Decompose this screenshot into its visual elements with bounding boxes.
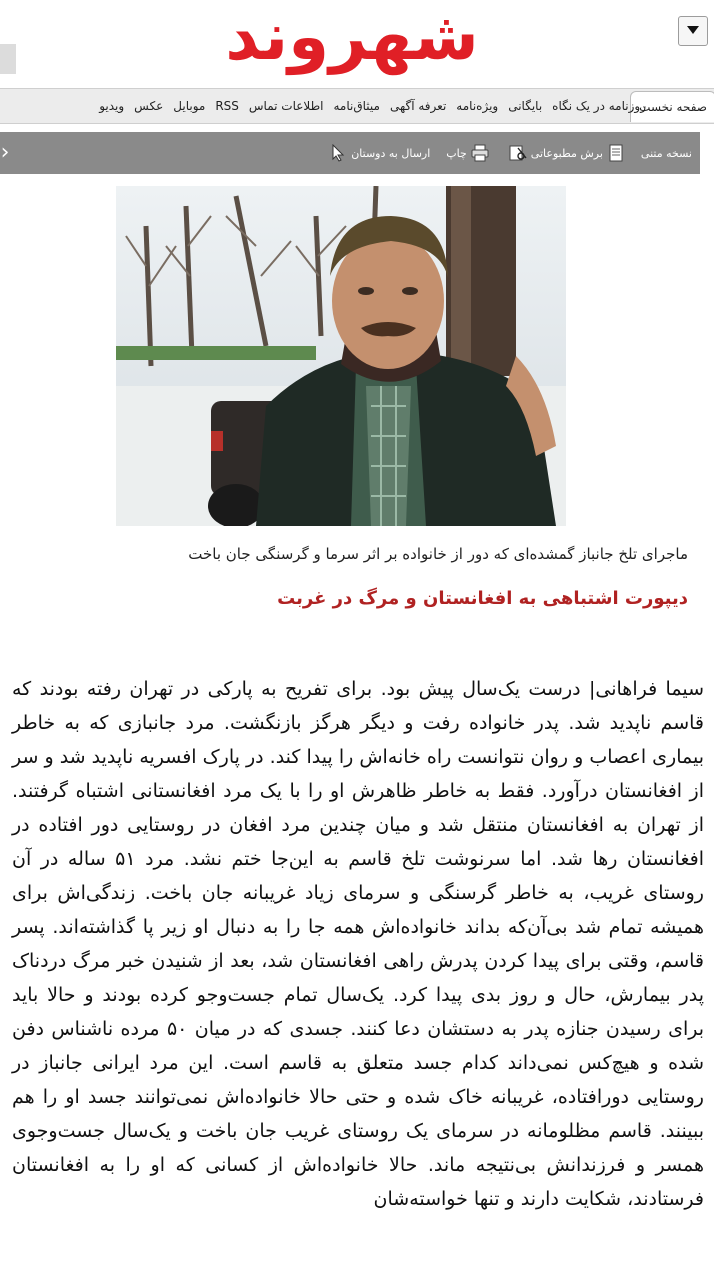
- article-headline: دیپورت اشتباهی به افغانستان و مرگ در غربت: [277, 588, 688, 609]
- nav-items: [89, 89, 646, 123]
- print-label: چاپ: [446, 146, 467, 160]
- cursor-icon: [329, 144, 347, 162]
- nav-item-archive[interactable]: بایگانی: [508, 99, 543, 113]
- send-to-friends-button[interactable]: [325, 144, 430, 162]
- collapse-arrow-icon[interactable]: ‹: [0, 140, 10, 165]
- tab-home[interactable]: صفحه نخست: [630, 91, 714, 122]
- article-photo: [116, 186, 566, 526]
- top-header: [0, 0, 714, 88]
- article-toolbar: [0, 132, 700, 174]
- nav-item-overview[interactable]: روزنامه در یک نگاه: [552, 99, 646, 113]
- chevron-down-icon: [687, 26, 699, 34]
- scissors-icon: [509, 144, 527, 162]
- article-caption: ماجرای تلخ جانباز گمشده‌ای که دور از خانواده بر اثر سرما و گرسنگی جان باخت: [188, 545, 688, 563]
- logo-text: شهروند: [225, 0, 479, 75]
- nav-item-charter[interactable]: میثاق‌نامه: [333, 99, 380, 113]
- left-edge-stub: [0, 44, 16, 74]
- nav-item-ad-rates[interactable]: تعرفه آگهی: [389, 99, 447, 113]
- print-clip-label: برش مطبوعاتی: [530, 146, 603, 160]
- toolbar-actions: [309, 140, 692, 166]
- site-logo[interactable]: [218, 0, 486, 80]
- text-version-button[interactable]: [641, 147, 692, 160]
- article-body: سیما فراهانی| درست یک‌سال پیش بود. برای تفریح به پارکی در تهران رفته بودند که قاسم ناپدید شد. پدر خانواده رفت و دیگر هرگز بازنگشت. مرد جانبازی که به خاطر بیماری اعصاب و روان نتوانست راه خانه‌اش را پیدا کند. در پارک افسریه ناپدید شد و سر از افغانستان درآورد. فقط به خاطر ظاهرش او را با یک مرد افغانستانی اشتباه گرفتند. از تهران به افغانستان منتقل شد و میان چندین مرد افغان در روستایی دور افتاده در افغانستان رها شد. اما سرنوشت تلخ قاسم به این‌جا ختم نشد. مرد ۵۱ ساله در آن روستای غریب، به خاطر گرسنگی و سرمای زیاد غریبانه جان باخت. زندگی‌اش برای همیشه تمام شد بی‌آن‌که بداند خانواده‌اش همه جا را به دنبال او زیر پا گذاشته‌اند. پسر قاسم، وقتی برای پیدا کردن پدرش راهی افغانستان شد، بعد از شنیدن خبر مرگ دردناک پدر بیمارش، حال و روز بدی پیدا کرد. یک‌سال تمام جست‌وجو کرده بودند و حالا باید برای رسیدن جنازه پدر به دستشان دعا کنند. جسدی که در میان ۵۰ مرده ناشناس دفن شده و هیچ‌کس نمی‌داند کدام جسد متعلق به قاسم است. این مرد ایرانی جانباز در روستایی دورافتاده، غریبانه خاک شده و حتی حالا خانواده‌اش نمی‌توانند جسد او را هم ببینند. قاسم مظلومانه در سرمای یک روستای غریب جان باخت و یک‌سال جست‌وجوی همسر و فرزندانش بی‌نتیجه ماند. حالا خانواده‌اش از کسانی که او را به افغانستان فرستادند، شکایت دارند و تنها خواسته‌شان: [12, 678, 704, 1210]
- send-to-friends-label: ارسال به دوستان: [351, 146, 431, 160]
- nav-item-rss[interactable]: RSS: [215, 99, 239, 113]
- main-navigation: [0, 88, 714, 124]
- print-clip-button[interactable]: [505, 144, 625, 162]
- nav-item-special[interactable]: ویژه‌نامه: [456, 99, 499, 113]
- nav-item-photo[interactable]: عکس: [134, 99, 164, 113]
- text-version-label: نسخه متنی: [640, 146, 692, 160]
- nav-item-video[interactable]: ویدیو: [99, 99, 125, 113]
- nav-item-mobile[interactable]: موبایل: [173, 99, 206, 113]
- nav-item-contact[interactable]: اطلاعات تماس: [248, 99, 324, 113]
- printer-icon: [471, 144, 489, 162]
- man-portrait-image: [116, 186, 566, 526]
- document-icon: [607, 144, 625, 162]
- dropdown-select[interactable]: [678, 16, 708, 46]
- print-button[interactable]: [446, 144, 489, 162]
